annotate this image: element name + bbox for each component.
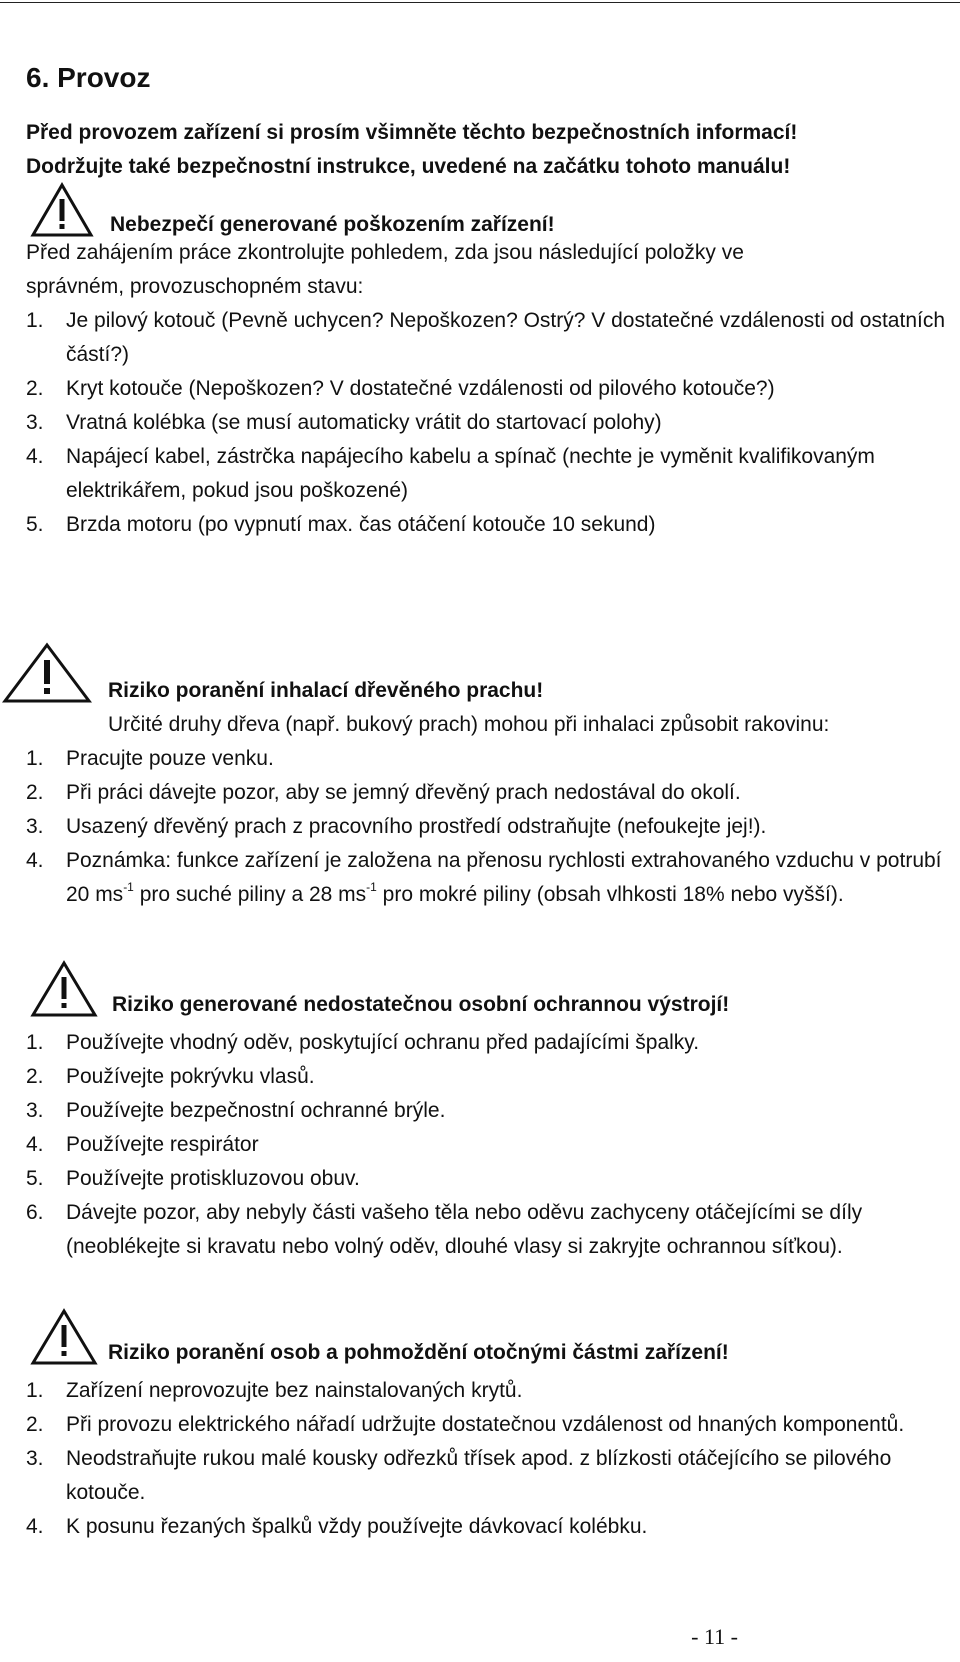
warning-triangle-icon	[30, 1308, 98, 1366]
item-number: 1.	[26, 1379, 44, 1402]
check-list	[0, 304, 960, 542]
intro-notice	[26, 116, 946, 184]
warning-triangle-icon	[30, 960, 98, 1018]
warning-header	[0, 960, 960, 1026]
list-item	[0, 1408, 956, 1442]
warning-triangle-icon	[30, 182, 94, 238]
intro-line: Před provozem zařízení si prosím všimněte těchto bezpečnostních informací!	[26, 121, 798, 144]
item-text: Při provozu elektrického nářadí udržujte dostatečnou vzdálenost od hnaných komponentů.	[66, 1413, 905, 1436]
rotating-parts-list	[0, 1374, 960, 1544]
warning-title: Nebezpečí generované poškozením zařízení!	[110, 213, 555, 236]
item-number: 4.	[26, 1133, 44, 1156]
item-number: 2.	[26, 1065, 44, 1088]
list-item	[0, 742, 956, 776]
item-number: 4.	[26, 849, 44, 872]
item-text: Napájecí kabel, zástrčka napájecího kabelu a spínač (nechte je vyměnit kvalifikovaným elektrikářem, pokud jsou poškozené)	[66, 445, 875, 502]
list-item	[0, 1196, 956, 1264]
list-item	[0, 810, 956, 844]
lead-line: Určité druhy dřeva (např. bukový prach) mohou při inhalaci způsobit rakovinu:	[108, 713, 830, 736]
warning-section-dust	[0, 642, 960, 912]
item-number: 4.	[26, 445, 44, 468]
item-text: Poznámka: funkce zařízení je založena na přenosu rychlosti extrahovaného vzduchu v potrubí 20 ms	[66, 849, 942, 906]
warning-header	[0, 642, 960, 708]
item-text: Vratná kolébka (se musí automaticky vrátit do startovací polohy)	[66, 411, 662, 434]
list-item	[0, 440, 956, 508]
list-item	[0, 1094, 956, 1128]
list-item	[0, 1026, 956, 1060]
item-text: Je pilový kotouč (Pevně uchycen? Nepoškozen? Ostrý? V dostatečné vzdálenosti od ostatních částí?)	[66, 309, 946, 366]
item-text: Používejte respirátor	[66, 1133, 259, 1156]
item-number: 5.	[26, 513, 44, 536]
page-number: - 11 -	[691, 1624, 738, 1649]
item-text: Používejte vhodný oděv, poskytující ochranu před padajícími špalky.	[66, 1031, 700, 1054]
item-text: Brzda motoru (po vypnutí max. čas otáčení kotouče 10 sekund)	[66, 513, 656, 536]
item-number: 2.	[26, 377, 44, 400]
list-item	[0, 304, 956, 372]
item-number: 1.	[26, 747, 44, 770]
item-text: Kryt kotouče (Nepoškozen? V dostatečné vzdálenosti od pilového kotouče?)	[66, 377, 775, 400]
list-item	[0, 1510, 956, 1544]
item-number: 5.	[26, 1167, 44, 1190]
item-text: Usazený dřevěný prach z pracovního prostředí odstraňujte (nefoukejte jej!).	[66, 815, 767, 838]
warning-section-damage	[0, 180, 960, 542]
item-number: 2.	[26, 1413, 44, 1436]
item-text: K posunu řezaných špalků vždy používejte dávkovací kolébku.	[66, 1515, 648, 1538]
list-item	[0, 1162, 956, 1196]
intro-line: Dodržujte také bezpečnostní instrukce, uvedené na začátku tohoto manuálu!	[26, 155, 791, 178]
warning-title: Riziko poranění inhalací dřevěného prachu!	[108, 679, 544, 702]
list-item	[0, 508, 956, 542]
warning-section-ppe	[0, 960, 960, 1264]
list-item	[0, 1374, 956, 1408]
ppe-list	[0, 1026, 960, 1264]
item-number: 3.	[26, 1447, 44, 1470]
item-text: Pracujte pouze venku.	[66, 747, 274, 770]
lead-line: Před zahájením práce zkontrolujte pohledem, zda jsou následující položky ve	[26, 241, 744, 264]
warning-title: Riziko generované nedostatečnou osobní ochrannou výstrojí!	[112, 993, 730, 1016]
top-rule	[0, 2, 960, 3]
item-text: pro suché piliny a 28 ms	[133, 883, 367, 906]
dust-list	[0, 742, 960, 912]
list-item	[0, 1060, 956, 1094]
item-text: pro mokré piliny (obsah vlhkosti 18% nebo vyšší).	[376, 883, 844, 906]
list-item	[0, 372, 956, 406]
superscript: -1	[123, 880, 134, 894]
page-footer	[0, 1624, 960, 1650]
item-number: 1.	[26, 1031, 44, 1054]
item-number: 3.	[26, 411, 44, 434]
list-item	[0, 1442, 956, 1510]
warning-section-rotating-parts	[0, 1308, 960, 1544]
warning-header	[0, 180, 960, 236]
list-item	[0, 776, 956, 810]
item-number: 2.	[26, 781, 44, 804]
item-number: 6.	[26, 1201, 44, 1224]
section-heading: 6. Provoz	[26, 62, 151, 93]
item-text: Neodstraňujte rukou malé kousky odřezků třísek apod. z blízkosti otáčejícího se pilového kotouče.	[66, 1447, 892, 1504]
item-number: 3.	[26, 1099, 44, 1122]
list-item	[0, 1128, 956, 1162]
item-text: Používejte pokrývku vlasů.	[66, 1065, 315, 1088]
item-text: Dávejte pozor, aby nebyly části vašeho těla nebo oděvu zachyceny otáčejícími se díly (neoblékejte si kravatu nebo volný oděv, dlouhé vlasy si zakryjte ochrannou síťkou).	[66, 1201, 863, 1258]
item-text: Při práci dávejte pozor, aby se jemný dřevěný prach nedostával do okolí.	[66, 781, 741, 804]
item-number: 4.	[26, 1515, 44, 1538]
item-text: Používejte protiskluzovou obuv.	[66, 1167, 360, 1190]
item-text: Používejte bezpečnostní ochranné brýle.	[66, 1099, 446, 1122]
list-item	[0, 406, 956, 440]
warning-triangle-icon	[2, 642, 92, 704]
item-text: Zařízení neprovozujte bez nainstalovaných krytů.	[66, 1379, 523, 1402]
warning-header	[0, 1308, 960, 1374]
item-number: 1.	[26, 309, 44, 332]
item-number: 3.	[26, 815, 44, 838]
warning-title: Riziko poranění osob a pohmoždění otočnými částmi zařízení!	[108, 1341, 729, 1364]
superscript: -1	[366, 880, 377, 894]
list-item	[0, 844, 956, 912]
lead-line: správném, provozuschopném stavu:	[26, 275, 364, 298]
